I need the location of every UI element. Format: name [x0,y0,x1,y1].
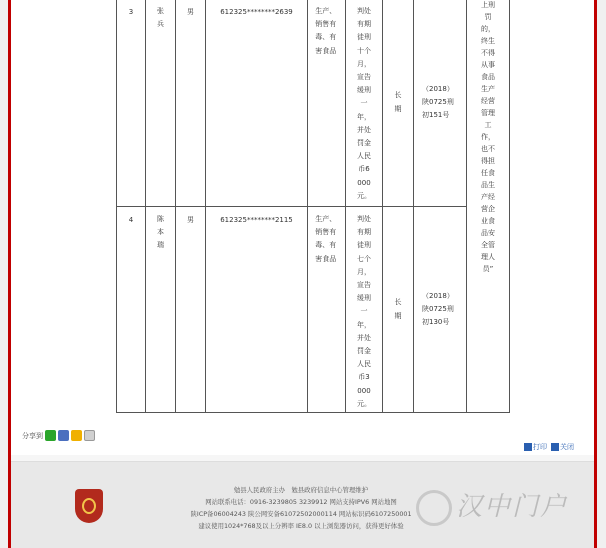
close-button[interactable] [551,442,574,452]
table-row [117,207,510,413]
record-sentence-text: 判处有期徒刑十个月，宣告缓刑一年，并处罚金人民币6000元。 [356,7,371,200]
weibo-share-icon[interactable] [84,430,95,441]
record-name-text: 张兵 [157,7,164,29]
footer-line-contact: 网站联系电话：0916-3239805 3239912 网站支持IPV6 网站地图 [205,498,397,506]
footer-line-browser: 建议使用1024*768及以上分辨率 IE8.0 以上浏览器访问，获得更好体验 [198,522,404,530]
record-case-no [414,0,467,207]
record-name [146,0,176,207]
record-case-no-text: （2018）陕0725刑初151号 [422,85,454,119]
footer-line-icp: 陕ICP备06004243 陕公网安备61072502000114 网站标识码6107250001 [190,510,412,518]
watermark-text: 汉中门户 [456,492,569,522]
close-label: 关闭 [560,443,574,451]
record-gender-text: 男 [187,216,194,224]
record-id-number [206,207,308,413]
record-gender [176,0,206,207]
print-label: 打印 [533,443,547,451]
record-duration [383,0,414,207]
records-table [116,0,510,413]
content-area [11,0,594,455]
record-index [117,207,146,413]
record-index-text: 3 [128,8,134,16]
table-row [117,0,510,207]
record-gender-text: 男 [187,8,194,16]
footer-line-organizer: 勉县人民政府主办 勉县政府信息中心管理维护 [233,486,369,494]
site-watermark [416,486,606,536]
record-sentence [346,207,383,413]
share-label: 分享到 [22,431,43,440]
close-icon [551,443,559,451]
share-bar [22,430,95,441]
record-name [146,207,176,413]
record-id-text: 612325********2639 [220,8,293,16]
record-index [117,0,146,207]
record-gender [176,207,206,413]
wechat-share-icon[interactable] [45,430,56,441]
record-case-no [414,207,467,413]
qq-share-icon[interactable] [58,430,69,441]
record-name-text: 陈本瑞 [157,215,164,250]
print-button[interactable] [524,442,547,452]
print-icon [524,443,532,451]
government-emblem-icon[interactable] [75,489,103,523]
record-case-no-text: （2018）陕0725刑初130号 [422,292,454,326]
footer-divider [11,455,594,462]
record-id-number [206,0,308,207]
record-offense-text: 生产、销售有毒、有害食品 [315,215,337,263]
record-offense [308,0,346,207]
watermark-logo-icon [416,490,452,526]
record-index-text: 4 [128,216,134,224]
side-note-text: 上刑罚的，终生不得从事食品生产经营管理工作，也不得担任食品生产经营企业食品安全管理人员” [481,1,495,273]
record-offense [308,207,346,413]
record-offense-text: 生产、销售有毒、有害食品 [315,7,337,55]
right-border [594,0,597,548]
record-duration-text: 长期 [394,298,402,320]
footer [11,462,594,548]
record-duration [383,207,414,413]
record-sentence [346,0,383,207]
record-duration-text: 长期 [394,91,402,113]
print-close-toolbar [524,442,574,452]
record-sentence-text: 判处有期徒刑七个月，宣告缓刑一年，并处罚金人民币3000元。 [356,215,371,408]
qzone-share-icon[interactable] [71,430,82,441]
record-id-text: 612325********2115 [220,216,293,224]
side-note [467,0,510,413]
